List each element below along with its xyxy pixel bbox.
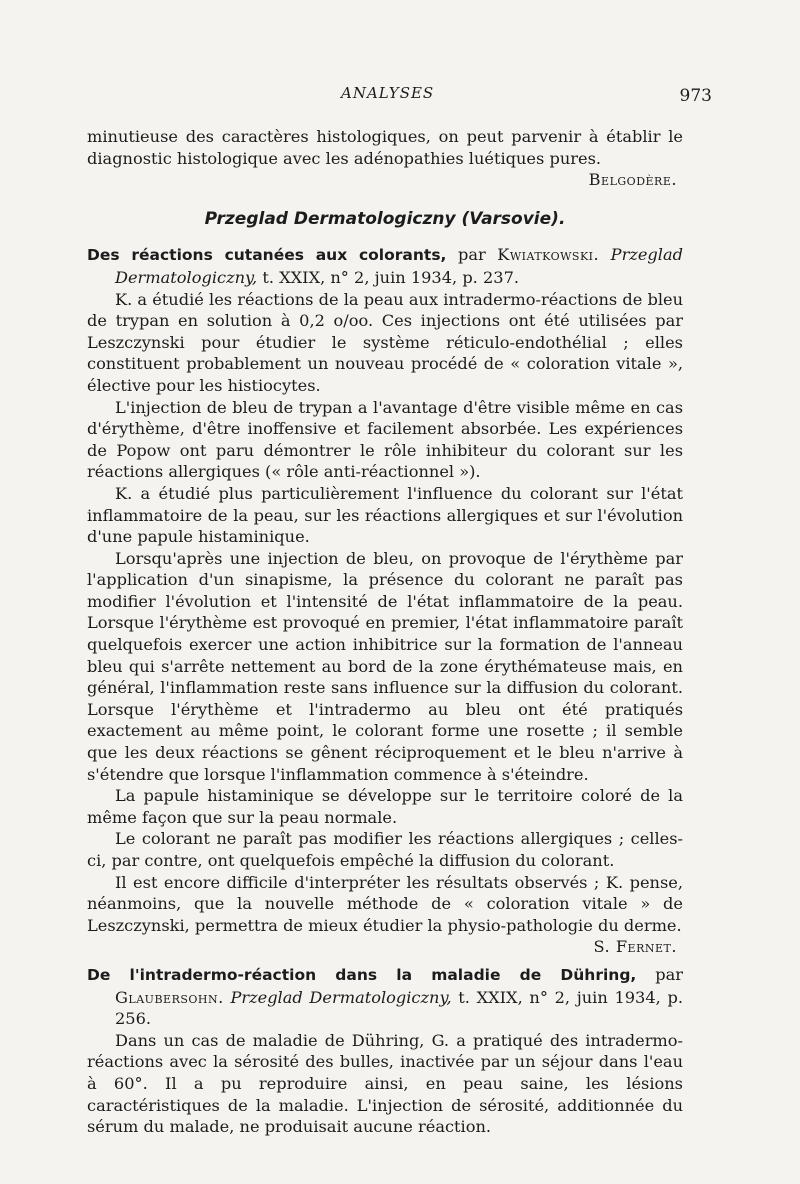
- body-paragraph: L'injection de bleu de trypan a l'avantage d'être visible même en cas d'érythème, d'être inoffensive et facilement absorbée. Les expériences de Popow ont paru démontrer le rôle inhibiteur du colorant sur les réactions allergiques (« rôle anti-réactionnel »).: [87, 397, 683, 482]
- by-word: par: [457, 245, 486, 265]
- journal-citation: t. XXIX, n° 2, juin 1934, p. 237.: [262, 267, 520, 287]
- journal-citation: t. XXIX, n° 2, juin 1934, p. 256.: [115, 987, 683, 1029]
- signature-fernet: S. Fernet.: [593, 937, 677, 957]
- journal-source: Przeglad Dermatologiczny,: [230, 987, 452, 1007]
- body-paragraph: Le colorant ne paraît pas modifier les réactions allergiques ; celles-ci, par contre, ont quelquefois empêché la diffusion du colorant.: [87, 829, 683, 870]
- by-word: par: [655, 964, 683, 984]
- article-heading: [87, 964, 683, 1030]
- body-paragraph: K. a étudié plus particulièrement l'influence du colorant sur l'état inflammatoire de la peau, sur les réactions allergiques et sur l'évolution d'une papule histaminique.: [87, 483, 683, 547]
- body-paragraph: Dans un cas de maladie de Dühring, G. a pratiqué des intradermo-réactions avec la sérosité des bulles, inactivée par un séjour dans l'eau à 60°. Il a pu reproduire ainsi, en peau saine, les lésions caractéristiques de la maladie. L'injection de sérosité, additionnée du sérum du malade, ne produisait aucune réaction.: [87, 1030, 683, 1137]
- page-number: 973: [679, 86, 712, 106]
- intro-paragraph: minutieuse des caractères histologiques, on peut parvenir à établir le diagnostic histologique avec les adénopathies luétiques pures.: [87, 127, 683, 168]
- journal-heading: Przeglad Dermatologiczny (Varsovie).: [204, 208, 566, 229]
- body-paragraph: La papule histaminique se développe sur le territoire coloré de la même façon que sur la peau normale.: [87, 786, 683, 827]
- body-paragraph: Il est encore difficile d'interpréter les résultats observés ; K. pense, néanmoins, que la nouvelle méthode de « coloration vitale » de Leszczynski, permettra de mieux étudier la physio-pathologie du derme.: [87, 872, 683, 935]
- body-paragraph: K. a étudié les réactions de la peau aux intradermo-réactions de bleu de trypan en solution à 0,2 o/oo. Ces injections ont été utilisées par Leszczynski pour étudier le système réticulo-endothélial ; elles constituent probablement un nouveau procédé de « coloration vitale », élective pour les histiocytes.: [87, 289, 683, 395]
- article-author: Kwiatkowski.: [497, 245, 600, 265]
- article-title: Des réactions cutanées aux colorants,: [87, 246, 447, 265]
- body-paragraph: Lorsqu'après une injection de bleu, on provoque de l'érythème par l'application d'un sinapisme, la présence du colorant ne paraît pas modifier l'évolution et l'intensité de l'état inflammatoire de la peau. Lorsque l'érythème est provoqué en premier, l'état inflammatoire paraît quelquefois exercer une action inhibitrice sur la formation de l'anneau bleu qui s'arrête nettement au bord de la zone érythémateuse mais, en général, l'inflammation reste sans influence sur la diffusion du colorant. Lorsque l'érythème et l'intradermo au bleu ont été pratiqués exactement au même point, le colorant forme une rosette ; il semble que les deux réactions se gênent réciproquement et le bleu n'arrive à s'étendre que lorsque l'inflammation commence à s'éteindre.: [87, 548, 683, 784]
- article-title: De l'intradermo-réaction dans la maladie de Dühring,: [87, 965, 637, 984]
- running-title: ANALYSES: [341, 84, 435, 102]
- article-heading: [87, 244, 683, 288]
- article-author: Glaubersohn.: [115, 987, 224, 1007]
- signature-belgodere: Belgodère.: [588, 170, 677, 190]
- journal-source: Przeglad Dermatologiczny,: [115, 245, 683, 287]
- running-header: [0, 84, 800, 108]
- page-body: [87, 126, 683, 1138]
